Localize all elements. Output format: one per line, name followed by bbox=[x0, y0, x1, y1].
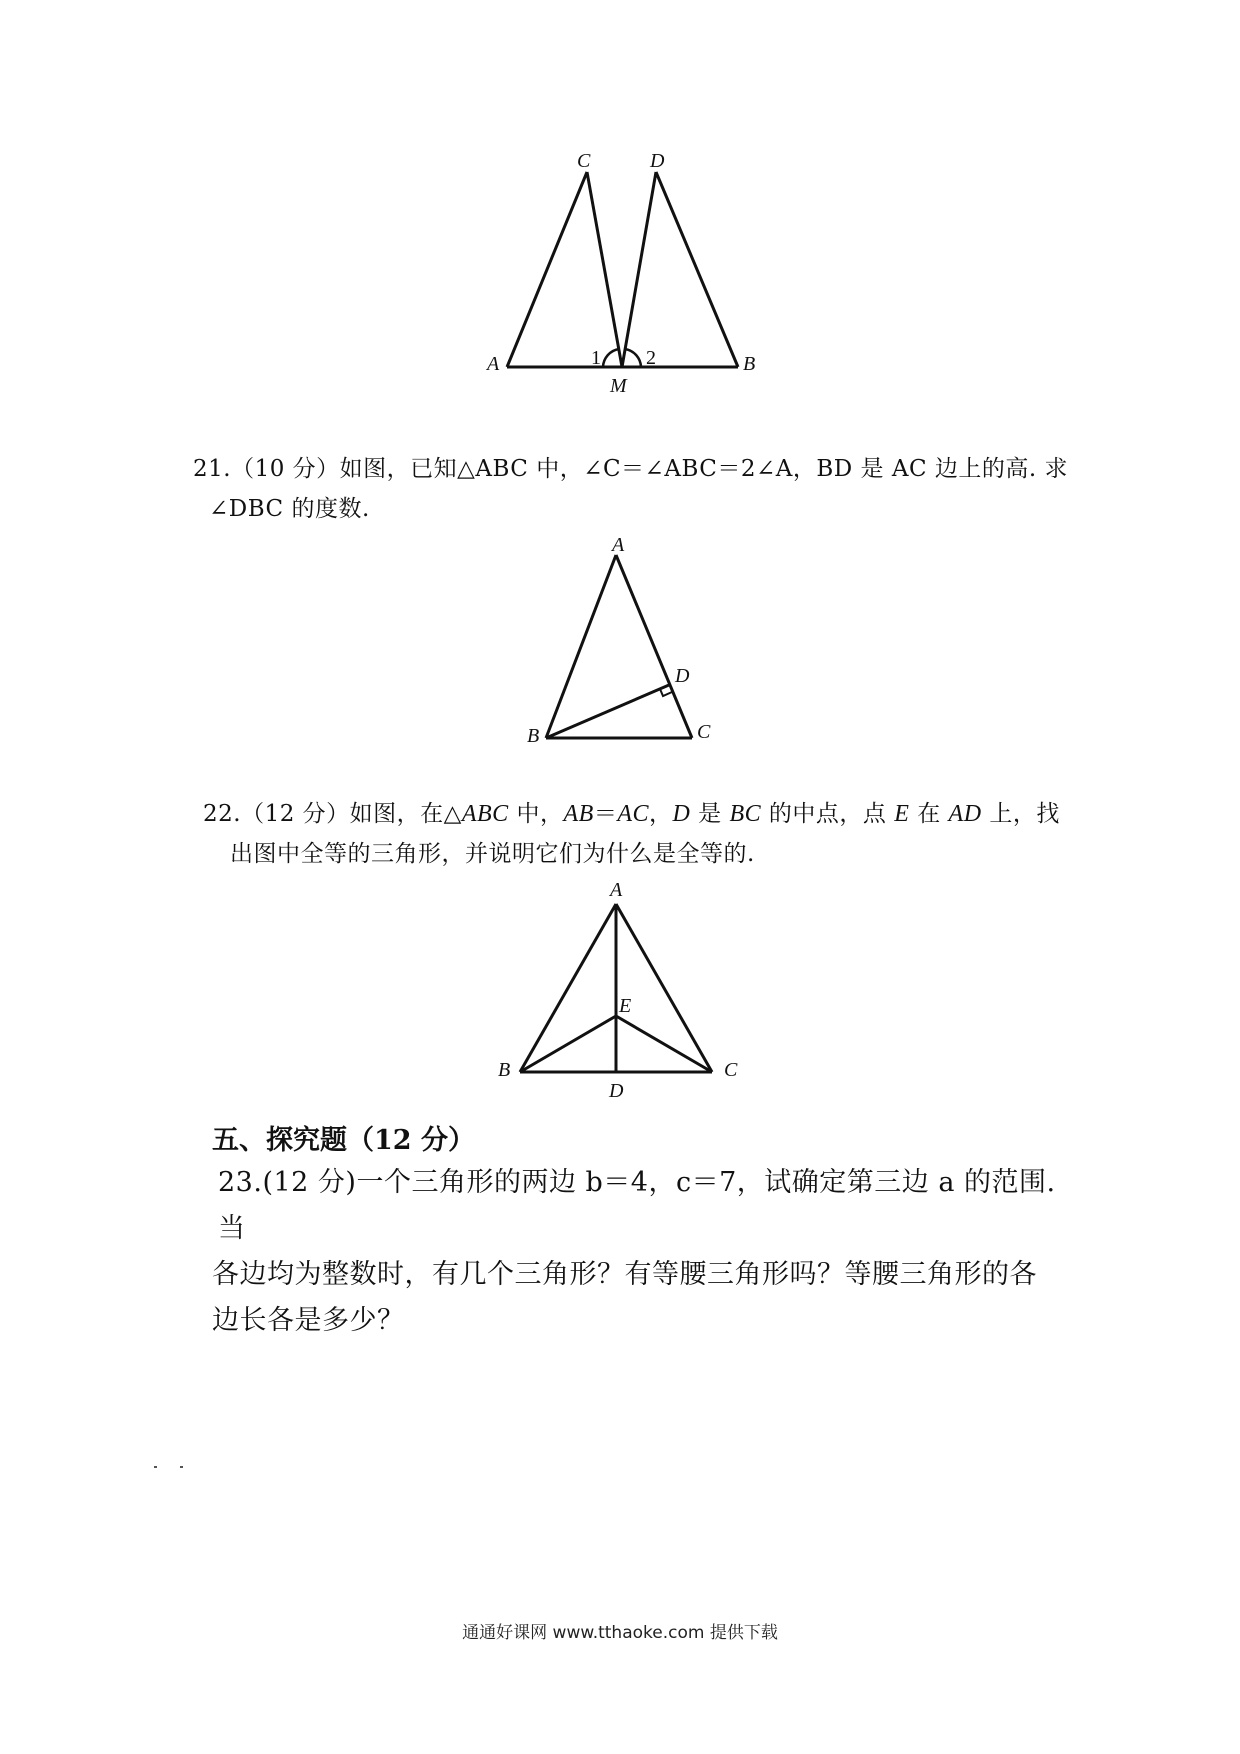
scan-specks bbox=[152, 1466, 192, 1470]
section-5-title: 五、探究题（12 分） bbox=[212, 1125, 475, 1156]
label-e: E bbox=[619, 995, 632, 1017]
question-22-line-1: 22.（12 分）如图，在△ABC 中，AB＝AC，D 是 BC 的中点，点 E 在 AD 上，找 bbox=[203, 801, 1060, 827]
segment-ab bbox=[520, 904, 616, 1072]
label-c: C bbox=[724, 1059, 738, 1081]
label-c: C bbox=[577, 150, 591, 172]
question-23 bbox=[212, 1160, 1092, 1344]
question-23-line-3: 边长各是多少？ bbox=[212, 1305, 405, 1336]
label-angle-1: 1 bbox=[591, 347, 601, 369]
question-21-line-2: ∠DBC 的度数. bbox=[209, 496, 370, 522]
label-d: D bbox=[675, 665, 690, 687]
label-m: M bbox=[610, 375, 627, 397]
label-b: B bbox=[743, 353, 756, 375]
question-23-line-2: 各边均为整数时，有几个三角形？有等腰三角形吗？等腰三角形的各 bbox=[212, 1259, 1037, 1290]
label-b: B bbox=[498, 1059, 511, 1081]
segment-ac bbox=[616, 904, 712, 1072]
label-d: D bbox=[609, 1080, 624, 1102]
question-23-line-1: 23.(12 分)一个三角形的两边 b＝4，c＝7，试确定第三边 a 的范围. 当 bbox=[218, 1167, 1056, 1244]
label-angle-2: 2 bbox=[646, 347, 656, 369]
label-c: C bbox=[697, 721, 711, 743]
label-a: A bbox=[610, 879, 623, 901]
label-a: A bbox=[612, 534, 625, 556]
label-a: A bbox=[487, 353, 500, 375]
footer-text: 通通好课网 www.tthaoke.com 提供下载 bbox=[462, 1623, 778, 1643]
label-d: D bbox=[650, 150, 665, 172]
question-22-line-2: 出图中全等的三角形，并说明它们为什么是全等的. bbox=[230, 841, 755, 867]
question-21-line-1: 21.（10 分）如图，已知△ABC 中，∠C＝∠ABC＝2∠A，BD 是 AC 边上的高. 求 bbox=[193, 456, 1068, 482]
label-b: B bbox=[527, 725, 540, 747]
